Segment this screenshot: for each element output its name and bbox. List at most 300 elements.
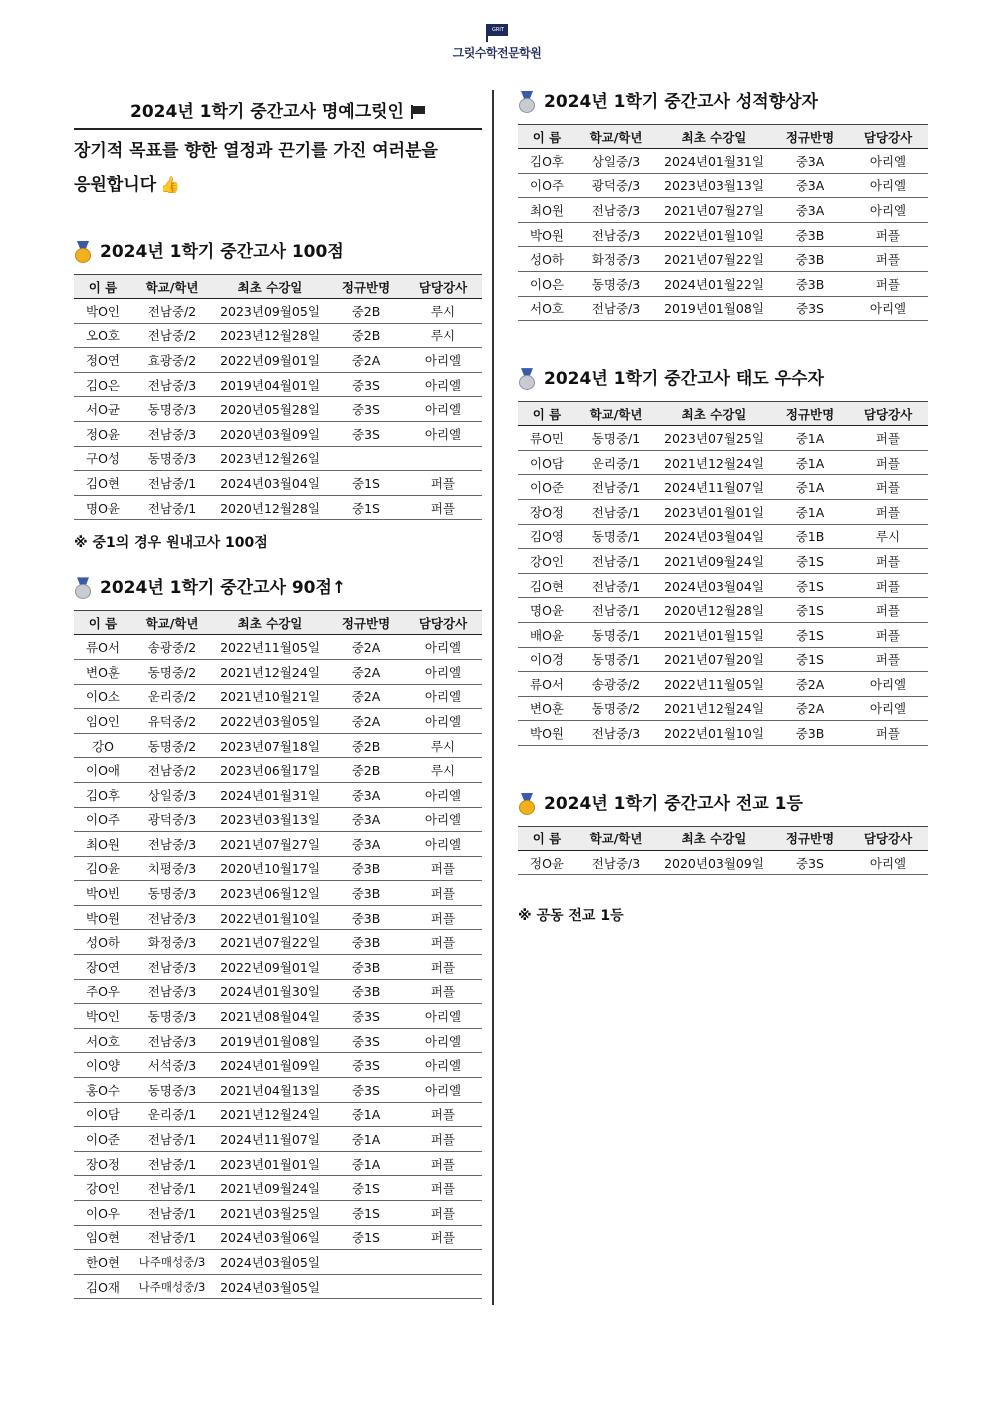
cell-date: 2023년12월28일: [212, 323, 328, 348]
table-row: [74, 421, 482, 446]
cell-school: 전남중/1: [576, 499, 656, 524]
header-class: 정규반명: [772, 402, 848, 426]
header-class: 정규반명: [772, 125, 848, 149]
cell-class: 중3B: [328, 979, 404, 1004]
cell-school: 광덕중/3: [132, 807, 212, 832]
header-school: 학교/학년: [132, 611, 212, 635]
cell-date: 2021년12월24일: [656, 450, 772, 475]
cell-date: 2023년06월17일: [212, 758, 328, 783]
cell-school: 동명중/3: [132, 1004, 212, 1029]
cell-name: 명O윤: [518, 598, 576, 623]
cell-name: 배O윤: [518, 622, 576, 647]
cell-date: 2019년04월01일: [212, 372, 328, 397]
cell-teacher: [404, 1250, 482, 1275]
cell-name: 강O인: [74, 1176, 132, 1201]
cell-school: 동명중/1: [576, 524, 656, 549]
cell-class: 중3A: [772, 149, 848, 174]
cell-name: 정O윤: [74, 421, 132, 446]
cell-name: 박O인: [74, 1004, 132, 1029]
cell-class: 중3B: [328, 955, 404, 980]
table-header-row: [74, 611, 482, 635]
table-row: [74, 348, 482, 373]
cell-class: 중3A: [772, 198, 848, 223]
cell-date: 2021년10월21일: [212, 684, 328, 709]
cell-class: 중2B: [328, 299, 404, 324]
cell-class: 중3S: [328, 1004, 404, 1029]
cell-teacher: 퍼플: [848, 499, 928, 524]
cell-class: [328, 446, 404, 471]
cell-name: 서O균: [74, 397, 132, 422]
table-row: [74, 299, 482, 324]
header-school: 학교/학년: [576, 125, 656, 149]
table-row: [74, 1274, 482, 1299]
cell-name: 정O연: [74, 348, 132, 373]
cell-class: 중1A: [772, 426, 848, 451]
table-row: [518, 271, 928, 296]
cell-date: 2019년01월08일: [656, 296, 772, 321]
table-row: [518, 622, 928, 647]
table-row: [74, 446, 482, 471]
cell-teacher: 루시: [404, 323, 482, 348]
cell-date: 2022년01월10일: [656, 721, 772, 746]
cell-date: 2023년09월05일: [212, 299, 328, 324]
cell-date: 2024년03월04일: [212, 471, 328, 496]
table-row: [74, 881, 482, 906]
cell-teacher: 퍼플: [404, 955, 482, 980]
table-row: [74, 733, 482, 758]
column-divider: [492, 90, 494, 1305]
table-row: [74, 709, 482, 734]
table-row: [518, 647, 928, 672]
table-row: [74, 930, 482, 955]
cell-school: 나주매성중/3: [132, 1250, 212, 1275]
header-date: 최초 수강일: [656, 125, 772, 149]
cell-date: 2021년07월27일: [656, 198, 772, 223]
cell-teacher: 아리엘: [404, 1028, 482, 1053]
cell-date: 2022년09월01일: [212, 348, 328, 373]
cell-date: 2021년07월22일: [656, 247, 772, 272]
cell-school: 동명중/1: [576, 647, 656, 672]
cell-class: 중2B: [328, 323, 404, 348]
cell-class: 중3B: [772, 271, 848, 296]
cell-class: 중3B: [772, 222, 848, 247]
cell-class: 중2A: [772, 696, 848, 721]
cell-class: 중1A: [772, 475, 848, 500]
table-row: [74, 1028, 482, 1053]
table-row: [74, 782, 482, 807]
cell-school: 상일중/3: [576, 149, 656, 174]
table-header-row: [518, 826, 928, 850]
cell-class: 중1A: [328, 1102, 404, 1127]
cell-teacher: [404, 1274, 482, 1299]
cell-school: 나주매성중/3: [132, 1274, 212, 1299]
table-attitude: [518, 401, 928, 746]
cell-class: 중1S: [772, 573, 848, 598]
cell-name: 박O원: [518, 222, 576, 247]
cell-class: 중1A: [328, 1127, 404, 1152]
cell-school: 전남중/2: [132, 299, 212, 324]
header-teacher: 담당강사: [848, 826, 928, 850]
cell-class: 중3B: [772, 721, 848, 746]
cell-name: 서O호: [518, 296, 576, 321]
cell-teacher: 루시: [404, 758, 482, 783]
cell-school: 전남중/2: [132, 323, 212, 348]
cell-school: 전남중/2: [132, 758, 212, 783]
cell-teacher: 아리엘: [848, 696, 928, 721]
cell-date: 2023년03월13일: [656, 173, 772, 198]
cell-teacher: 아리엘: [404, 372, 482, 397]
table-row: [518, 598, 928, 623]
header-name: 이 름: [518, 402, 576, 426]
cell-school: 전남중/1: [132, 1176, 212, 1201]
table-row: [74, 832, 482, 857]
cell-school: 화정중/3: [576, 247, 656, 272]
cell-school: 동명중/3: [132, 881, 212, 906]
cell-name: 이O양: [74, 1053, 132, 1078]
table-row: [518, 499, 928, 524]
cell-name: 한O현: [74, 1250, 132, 1275]
cell-class: 중1S: [328, 1201, 404, 1226]
table-row: [74, 372, 482, 397]
cell-class: 중3S: [328, 372, 404, 397]
cell-name: 구O성: [74, 446, 132, 471]
cell-date: 2021년08월04일: [212, 1004, 328, 1029]
cell-name: 정O윤: [518, 850, 576, 875]
cell-teacher: 아리엘: [404, 684, 482, 709]
cell-date: 2022년01월10일: [212, 905, 328, 930]
cell-name: 이O준: [74, 1127, 132, 1152]
cell-class: 중3S: [328, 397, 404, 422]
header-date: 최초 수강일: [656, 826, 772, 850]
table-row: [518, 672, 928, 697]
cell-teacher: 아리엘: [404, 421, 482, 446]
cell-school: 광덕중/3: [576, 173, 656, 198]
table-row: [74, 955, 482, 980]
cell-name: 변O훈: [518, 696, 576, 721]
section-title-100: 2024년 1학기 중간고사 100점: [74, 238, 482, 266]
cell-teacher: 퍼플: [404, 930, 482, 955]
cell-name: 강O인: [518, 549, 576, 574]
table-row: [74, 471, 482, 496]
cell-date: 2024년01월31일: [656, 149, 772, 174]
table-header-row: [518, 125, 928, 149]
cell-name: 박O빈: [74, 881, 132, 906]
section-title-90: 2024년 1학기 중간고사 90점↑: [74, 574, 482, 602]
cell-date: 2021년03월25일: [212, 1201, 328, 1226]
cell-school: 전남중/3: [576, 198, 656, 223]
cell-class: 중2A: [328, 709, 404, 734]
cell-school: 전남중/3: [576, 721, 656, 746]
cell-school: 동명중/2: [132, 659, 212, 684]
cell-class: 중2A: [328, 659, 404, 684]
cell-class: 중1A: [772, 499, 848, 524]
cell-class: 중1A: [772, 450, 848, 475]
cell-date: 2022년09월01일: [212, 955, 328, 980]
cell-class: 중2A: [328, 348, 404, 373]
table-row: [74, 1102, 482, 1127]
table-header-row: [518, 402, 928, 426]
cell-name: 이O애: [74, 758, 132, 783]
academy-name: 그릿수학전문학원: [452, 46, 542, 60]
cell-teacher: 퍼플: [848, 247, 928, 272]
cell-name: 류O서: [74, 635, 132, 660]
cell-teacher: 퍼플: [848, 647, 928, 672]
cell-date: 2023년01월01일: [212, 1151, 328, 1176]
cell-name: 이O담: [74, 1102, 132, 1127]
cell-name: 김O재: [74, 1274, 132, 1299]
cell-date: 2020년12월28일: [212, 495, 328, 520]
cell-date: 2022년11월05일: [656, 672, 772, 697]
cell-class: 중2A: [328, 635, 404, 660]
cell-school: 전남중/1: [132, 1127, 212, 1152]
cell-teacher: 아리엘: [848, 296, 928, 321]
table-row: [518, 173, 928, 198]
cell-school: 동명중/2: [132, 733, 212, 758]
table-row: [74, 905, 482, 930]
gold-medal-icon: [74, 241, 92, 263]
cell-name: 이O준: [518, 475, 576, 500]
cell-class: 중1S: [328, 471, 404, 496]
table-row: [518, 475, 928, 500]
silver-medal-icon: [518, 91, 536, 113]
cell-date: 2020년12월28일: [656, 598, 772, 623]
cell-teacher: 퍼플: [848, 426, 928, 451]
table-row: [74, 1127, 482, 1152]
cell-date: 2021년01월15일: [656, 622, 772, 647]
cell-date: 2024년01월22일: [656, 271, 772, 296]
table-row: [74, 323, 482, 348]
cell-name: 임O현: [74, 1225, 132, 1250]
cell-date: 2024년03월06일: [212, 1225, 328, 1250]
cell-name: 장O정: [74, 1151, 132, 1176]
cell-name: 장O연: [74, 955, 132, 980]
cell-teacher: 퍼플: [848, 573, 928, 598]
cell-school: 전남중/3: [576, 296, 656, 321]
cell-name: 김O윤: [74, 856, 132, 881]
cell-date: 2024년11월07일: [212, 1127, 328, 1152]
cell-school: 전남중/1: [132, 471, 212, 496]
gold-medal-icon: [518, 793, 536, 815]
cell-date: 2021년07월20일: [656, 647, 772, 672]
flag-logo-icon: GRIT: [486, 24, 508, 40]
cell-teacher: [404, 446, 482, 471]
cell-name: 이O우: [74, 1201, 132, 1226]
table-row: [74, 1176, 482, 1201]
table-first: [518, 826, 928, 876]
cell-school: 효광중/2: [132, 348, 212, 373]
header-teacher: 담당강사: [848, 402, 928, 426]
cell-class: [328, 1274, 404, 1299]
cell-name: 최O원: [74, 832, 132, 857]
cell-class: 중2B: [328, 758, 404, 783]
table-row: [74, 1053, 482, 1078]
cell-school: 송광중/2: [576, 672, 656, 697]
table-row: [518, 549, 928, 574]
cell-teacher: 퍼플: [404, 979, 482, 1004]
left-column: [74, 92, 482, 1299]
cell-class: [328, 1250, 404, 1275]
cell-teacher: 아리엘: [848, 173, 928, 198]
table-row: [74, 659, 482, 684]
cell-name: 박O인: [74, 299, 132, 324]
header-school: 학교/학년: [132, 275, 212, 299]
cell-school: 운리중/1: [132, 1102, 212, 1127]
cell-name: 김O영: [518, 524, 576, 549]
cell-teacher: 루시: [404, 299, 482, 324]
table-row: [518, 247, 928, 272]
table-row: [518, 524, 928, 549]
cell-name: 임O인: [74, 709, 132, 734]
section-title-attitude: 2024년 1학기 중간고사 태도 우수자: [518, 365, 928, 393]
cell-class: 중3A: [328, 807, 404, 832]
cell-teacher: 아리엘: [404, 1053, 482, 1078]
cell-teacher: 아리엘: [404, 807, 482, 832]
cell-name: 김O은: [74, 372, 132, 397]
cell-date: 2020년03월09일: [656, 850, 772, 875]
table-100: [74, 274, 482, 520]
cell-class: 중2B: [328, 733, 404, 758]
cell-teacher: 아리엘: [404, 1004, 482, 1029]
cell-name: 박O원: [518, 721, 576, 746]
cell-class: 중1S: [328, 1176, 404, 1201]
cell-teacher: 퍼플: [404, 1176, 482, 1201]
table-row: [518, 721, 928, 746]
cell-school: 전남중/1: [576, 598, 656, 623]
cell-teacher: 퍼플: [848, 721, 928, 746]
cell-date: 2024년03월04일: [656, 573, 772, 598]
cell-date: 2019년01월08일: [212, 1028, 328, 1053]
cell-date: 2021년09월24일: [656, 549, 772, 574]
cell-class: 중3S: [328, 1028, 404, 1053]
page-title: 2024년 1학기 중간고사 명예그릿인: [74, 98, 482, 126]
cell-teacher: 퍼플: [404, 471, 482, 496]
cell-class: 중3S: [772, 296, 848, 321]
cell-teacher: 아리엘: [404, 348, 482, 373]
thumbs-up-icon: 👍: [160, 175, 181, 194]
cell-school: 유덕중/2: [132, 709, 212, 734]
cell-school: 동명중/1: [576, 622, 656, 647]
cell-date: 2020년03월09일: [212, 421, 328, 446]
cell-date: 2020년05월28일: [212, 397, 328, 422]
cell-date: 2024년03월05일: [212, 1250, 328, 1275]
header-name: 이 름: [518, 826, 576, 850]
cell-teacher: 퍼플: [404, 495, 482, 520]
cell-class: 중1S: [328, 495, 404, 520]
cell-school: 운리중/2: [132, 684, 212, 709]
cell-class: 중3B: [328, 905, 404, 930]
cell-date: 2020년10월17일: [212, 856, 328, 881]
cell-name: 이O주: [74, 807, 132, 832]
cell-name: 이O담: [518, 450, 576, 475]
academy-logo: [452, 24, 542, 64]
cell-class: 중1S: [772, 598, 848, 623]
cell-date: 2024년03월04일: [656, 524, 772, 549]
flag-icon: [410, 105, 426, 119]
cell-school: 전남중/3: [132, 1028, 212, 1053]
cell-date: 2024년01월30일: [212, 979, 328, 1004]
cell-teacher: 퍼플: [848, 222, 928, 247]
cell-name: 이O경: [518, 647, 576, 672]
table-90: [74, 610, 482, 1299]
cell-school: 전남중/3: [576, 850, 656, 875]
table-row: [518, 696, 928, 721]
header-school: 학교/학년: [576, 402, 656, 426]
table-row: [74, 1151, 482, 1176]
cell-date: 2022년03월05일: [212, 709, 328, 734]
cell-name: 이O주: [518, 173, 576, 198]
cell-school: 동명중/3: [576, 271, 656, 296]
cell-class: 중2A: [772, 672, 848, 697]
cell-name: 김O후: [518, 149, 576, 174]
note-100: ※ 중1의 경우 원내고사 100점: [74, 535, 268, 552]
cell-school: 동명중/2: [576, 696, 656, 721]
cell-date: 2023년01월01일: [656, 499, 772, 524]
cell-date: 2023년03월13일: [212, 807, 328, 832]
cell-name: 오O호: [74, 323, 132, 348]
table-row: [74, 397, 482, 422]
cell-name: 김O현: [518, 573, 576, 598]
cell-school: 전남중/1: [132, 1151, 212, 1176]
cell-name: 이O소: [74, 684, 132, 709]
cell-name: 서O호: [74, 1028, 132, 1053]
table-row: [74, 1004, 482, 1029]
cell-school: 운리중/1: [576, 450, 656, 475]
table-row: [74, 856, 482, 881]
cell-date: 2023년06월12일: [212, 881, 328, 906]
cell-class: 중3S: [328, 1078, 404, 1103]
cell-teacher: 퍼플: [848, 475, 928, 500]
cell-school: 전남중/3: [132, 955, 212, 980]
cell-date: 2024년01월09일: [212, 1053, 328, 1078]
cell-school: 송광중/2: [132, 635, 212, 660]
cell-name: 명O윤: [74, 495, 132, 520]
cell-class: 중3A: [328, 782, 404, 807]
silver-medal-icon: [518, 368, 536, 390]
cell-class: 중3B: [328, 930, 404, 955]
cell-teacher: 퍼플: [404, 905, 482, 930]
cell-school: 전남중/3: [132, 832, 212, 857]
table-row: [74, 979, 482, 1004]
cell-teacher: 퍼플: [404, 1127, 482, 1152]
table-row: [74, 495, 482, 520]
cell-teacher: 퍼플: [848, 549, 928, 574]
table-row: [518, 222, 928, 247]
cell-class: 중1S: [328, 1225, 404, 1250]
table-row: [518, 198, 928, 223]
cell-class: 중3B: [772, 247, 848, 272]
cell-date: 2024년11월07일: [656, 475, 772, 500]
cell-teacher: 아리엘: [404, 832, 482, 857]
cell-class: 중1S: [772, 622, 848, 647]
cell-school: 전남중/3: [132, 372, 212, 397]
cell-class: 중3S: [328, 1053, 404, 1078]
cell-teacher: 아리엘: [404, 659, 482, 684]
table-header-row: [74, 275, 482, 299]
cell-school: 동명중/3: [132, 1078, 212, 1103]
cell-class: 중3A: [772, 173, 848, 198]
cell-name: 류O서: [518, 672, 576, 697]
table-row: [74, 1201, 482, 1226]
cell-school: 전남중/1: [132, 495, 212, 520]
cell-class: 중1B: [772, 524, 848, 549]
cell-class: 중3A: [328, 832, 404, 857]
cell-name: 장O정: [518, 499, 576, 524]
cell-name: 류O민: [518, 426, 576, 451]
cell-school: 동명중/1: [576, 426, 656, 451]
table-row: [74, 635, 482, 660]
table-row: [74, 684, 482, 709]
header-date: 최초 수강일: [212, 275, 328, 299]
